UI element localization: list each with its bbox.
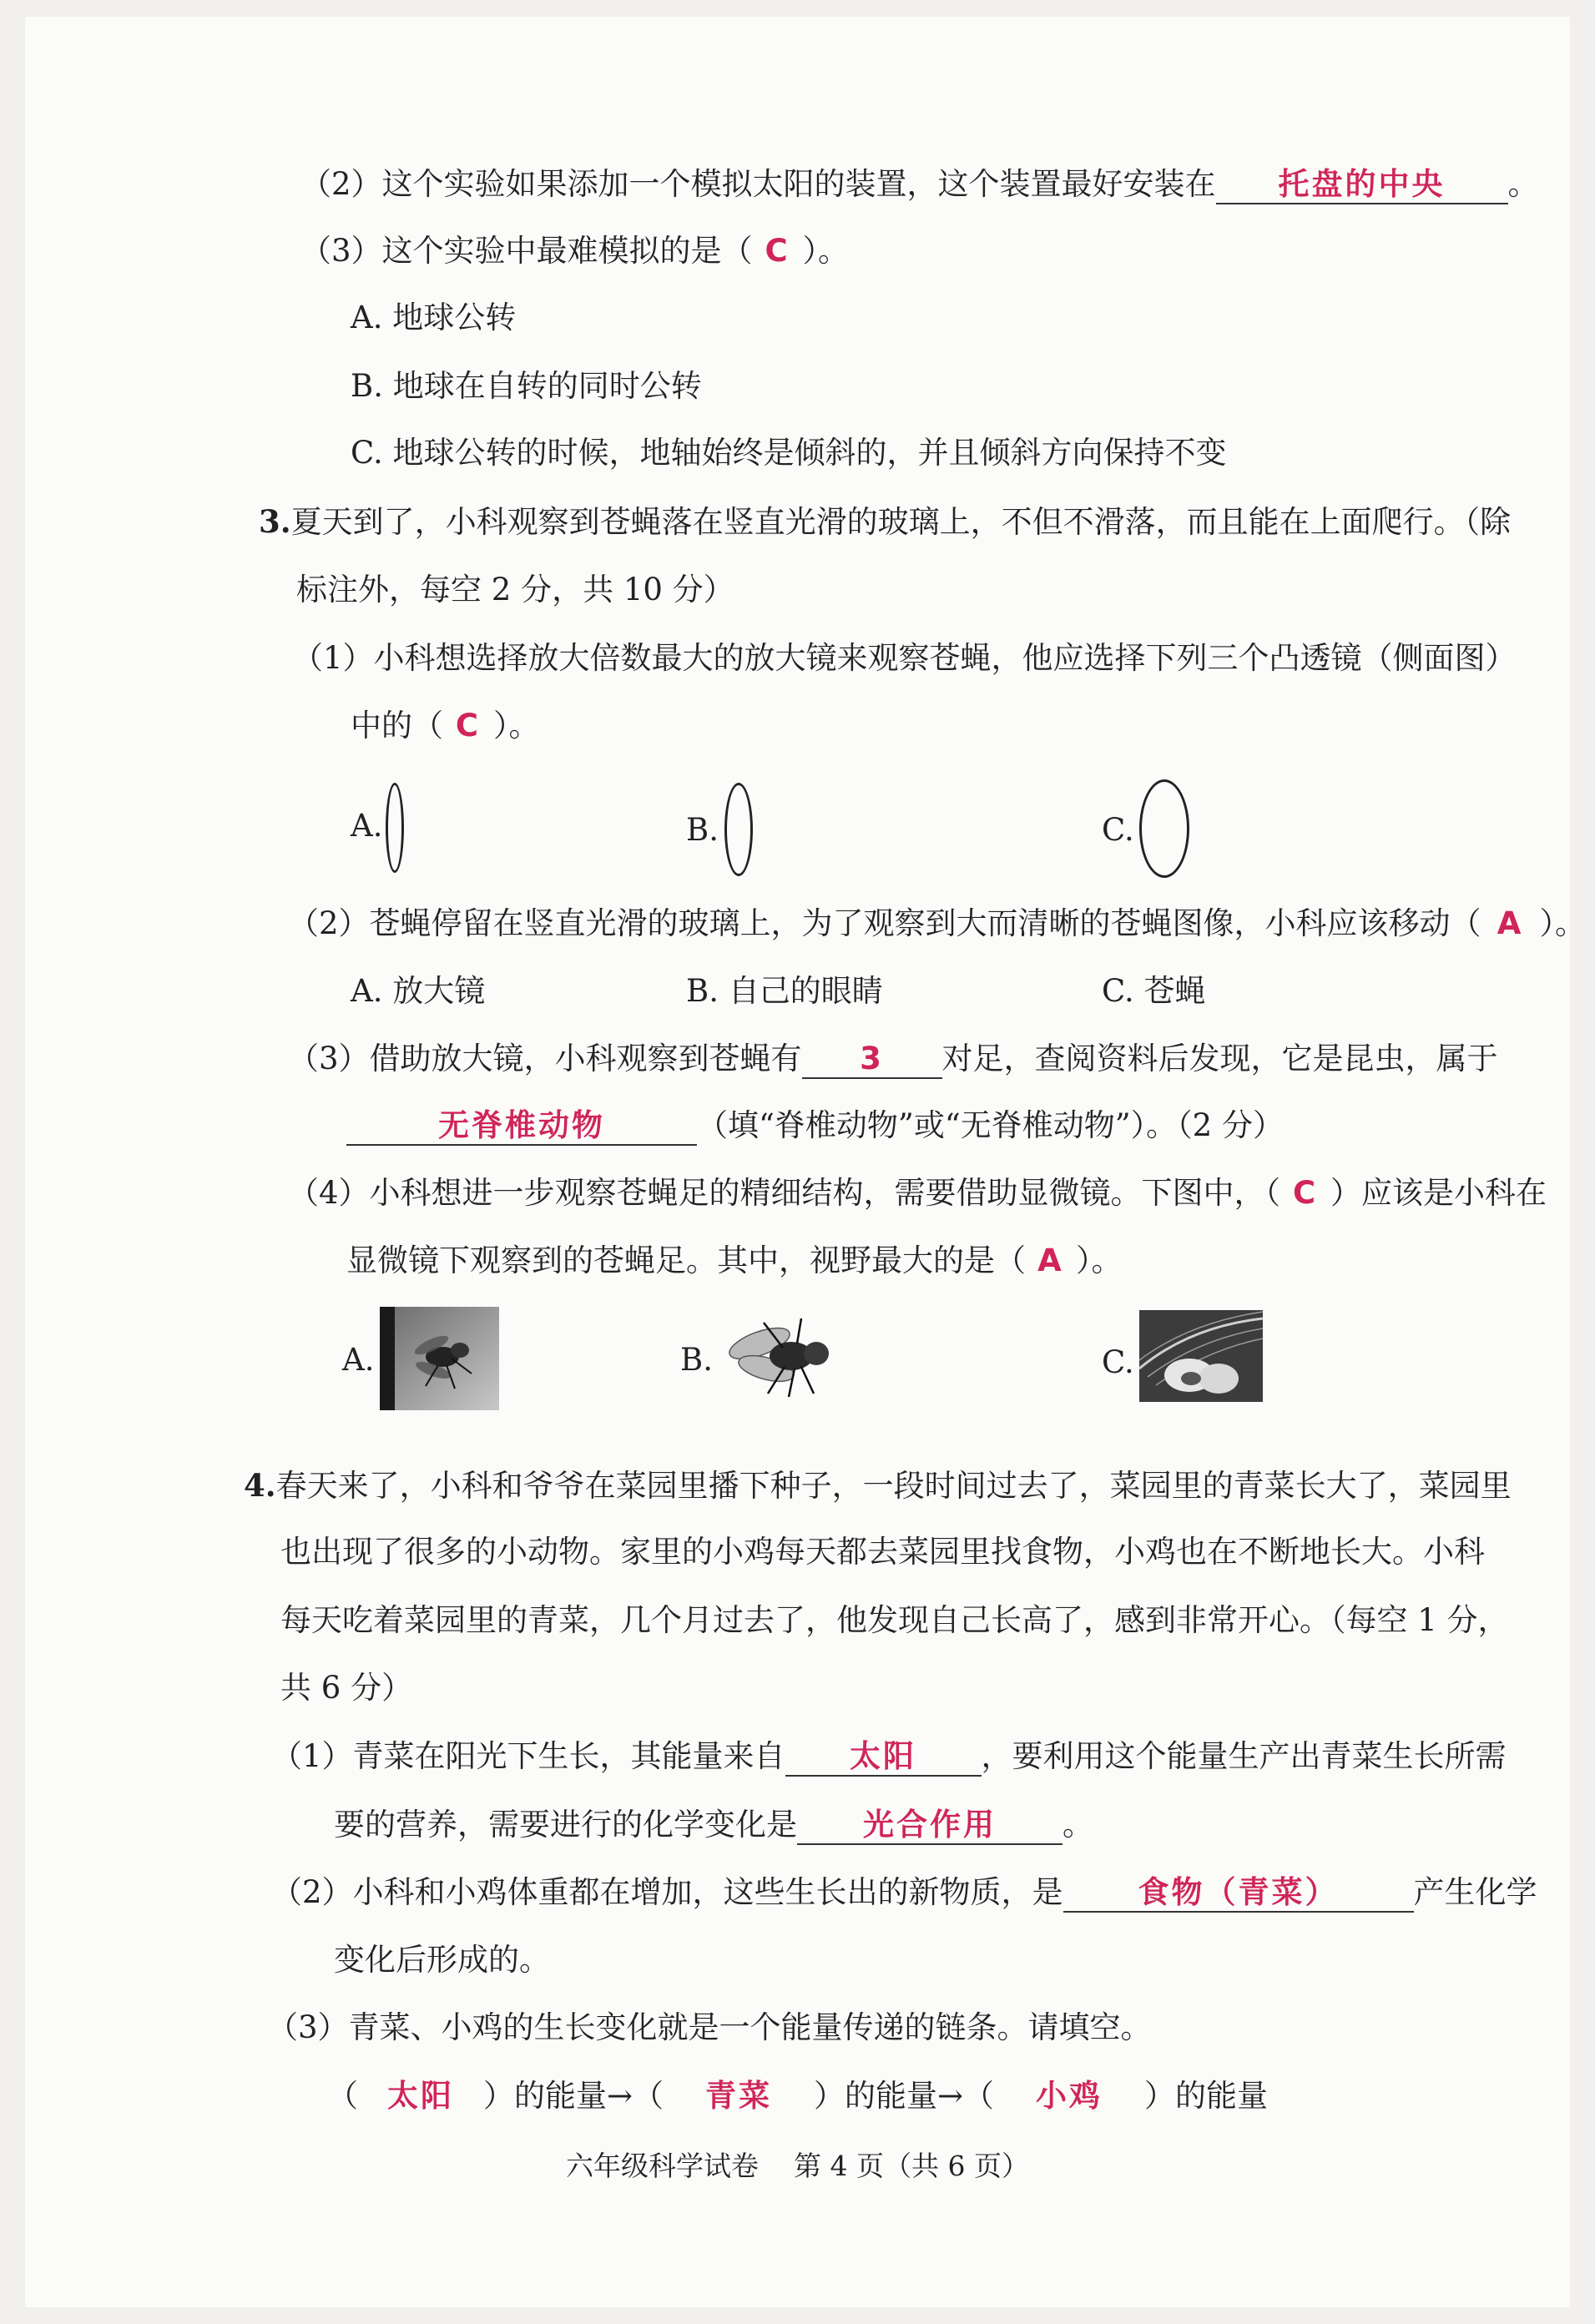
q4-stem-line1 — [244, 1464, 1512, 1507]
q2-sub3-text: （3）这个实验中最难模拟的是（ — [300, 233, 753, 269]
q3-sub3-mid: 对足，查阅资料后发现，它是昆虫，属于 — [941, 1041, 1498, 1076]
q2-sub2 — [300, 164, 1539, 205]
energy-chain — [327, 2075, 1268, 2117]
q3-sub4-answer-field: A — [1037, 1243, 1064, 1278]
q3-sub3-answer-type: 无脊椎动物 — [346, 1107, 697, 1146]
q4-stem-line3: 每天吃着菜园里的青菜，几个月过去了，他发现自己长高了，感到非常开心。（每空 1 分， — [280, 1602, 1509, 1638]
q3-sub2-answer: A — [1497, 905, 1524, 941]
q2-sub3 — [300, 230, 849, 272]
q3-sub3-line2 — [346, 1105, 1284, 1147]
q3-stem-line2: 标注外，每空 2 分，共 10 分） — [296, 572, 734, 607]
q4-sub1-answer-process: 光合作用 — [797, 1807, 1062, 1845]
photo-label-a: A. — [342, 1342, 375, 1378]
q2-sub2-answer: 托盘的中央 — [1216, 166, 1508, 204]
fly-on-glass-photo — [380, 1307, 499, 1410]
q4-stem-line2: 也出现了很多的小动物。家里的小鸡每天都去菜园里找食物，小鸡也在不断地长大。小科 — [280, 1534, 1485, 1570]
q3-sub2-end: ）。 — [1539, 905, 1587, 941]
q3-sub4-text: （4）小科想进一步观察苍蝇足的精细结构，需要借助显微镜。下图中，（ — [288, 1175, 1281, 1211]
q4-sub1-line2 — [334, 1804, 1093, 1846]
q3-sub3-answer-legs: 3 — [802, 1041, 942, 1079]
energy-chain-open: （ — [327, 2078, 358, 2114]
q3-stem-line1 — [259, 501, 1511, 543]
q3-sub1-line1: （1）小科想选择放大倍数最大的放大镜来观察苍蝇，他应选择下列三个凸透镜（侧面图） — [292, 640, 1517, 676]
q2-sub3-answer: C — [765, 233, 790, 269]
energy-chain-seg3: ）的能量 — [1144, 2078, 1269, 2114]
thin-lens-shape — [386, 783, 404, 873]
q4-stem-text: 春天来了，小科和爷爷在菜园里播下种子，一段时间过去了，菜园里的青菜长大了，菜园里 — [275, 1468, 1512, 1504]
q3-sub4-line2 — [346, 1240, 1123, 1282]
page-footer: 六年级科学试卷 第 4 页（共 6 页） — [566, 2150, 1029, 2182]
thick-lens-shape — [1139, 779, 1189, 878]
lens-label-a: A. — [351, 808, 383, 844]
q3-sub1-line2 — [351, 705, 540, 747]
q3-sub3-line1 — [288, 1038, 1498, 1080]
q2-sub2-end: 。 — [1507, 166, 1539, 202]
q4-sub1-end: 。 — [1062, 1807, 1093, 1843]
q4-sub1-mid: ，要利用这个能量生产出青菜生长所需 — [981, 1738, 1507, 1774]
q3-sub1-answer: C — [455, 708, 482, 744]
q3-sub4-mid: ）应该是小科在 — [1330, 1175, 1547, 1211]
q4-sub2-text: （2）小科和小鸡体重都在增加，这些生长出的新物质，是 — [271, 1874, 1063, 1910]
energy-chain-seg2: ）的能量→（ — [814, 2078, 995, 2114]
energy-chain-seg1: ）的能量→（ — [483, 2078, 664, 2114]
medium-lens-shape — [724, 783, 753, 876]
q4-sub2-line2: 变化后形成的。 — [334, 1942, 550, 1978]
q2-option-a: A. 地球公转 — [351, 300, 517, 335]
q4-sub1-text: （1）青菜在阳光下生长，其能量来自 — [271, 1738, 785, 1774]
exam-page — [25, 17, 1570, 2307]
energy-chain-answer-2: 青菜 — [705, 2078, 773, 2114]
q3-sub2-option-b: B. 自己的眼睛 — [686, 973, 883, 1009]
q3-sub1-end: ）。 — [493, 708, 540, 744]
q4-sub3-line1: （3）青菜、小鸡的生长变化就是一个能量传递的链条。请填空。 — [267, 2009, 1152, 2045]
q3-sub1-text: 中的（ — [351, 708, 443, 744]
q3-sub4-answer-image: C — [1292, 1175, 1319, 1211]
q4-sub2-answer: 食物（青菜） — [1063, 1874, 1414, 1913]
fly-magnified-photo — [718, 1310, 843, 1402]
q3-sub3-end: （填“脊椎动物”或“无脊椎动物”）。（2 分） — [697, 1107, 1284, 1143]
q4-number: 4. — [244, 1467, 276, 1504]
lens-label-c: C. — [1102, 812, 1134, 848]
q4-sub1-line1 — [271, 1736, 1507, 1777]
q3-sub3-text: （3）借助放大镜，小科观察到苍蝇有 — [288, 1041, 802, 1076]
q4-sub2-mid: 产生化学 — [1413, 1874, 1537, 1910]
lens-label-b: B. — [686, 812, 719, 848]
q3-sub2 — [288, 903, 1586, 945]
q3-sub4-text2: 显微镜下观察到的苍蝇足。其中，视野最大的是（ — [346, 1243, 1026, 1278]
q2-sub3-end: ）。 — [802, 233, 850, 269]
q2-option-b: B. 地球在自转的同时公转 — [351, 368, 702, 404]
q3-stem-text: 夏天到了，小科观察到苍蝇落在竖直光滑的玻璃上，不但不滑落，而且能在上面爬行。（除 — [290, 504, 1512, 540]
q3-sub4-line1 — [288, 1172, 1547, 1214]
q3-number: 3. — [259, 503, 291, 540]
q3-sub2-option-c: C. 苍蝇 — [1102, 973, 1206, 1009]
q3-sub2-option-a: A. 放大镜 — [351, 973, 486, 1009]
q2-option-c: C. 地球公转的时候，地轴始终是倾斜的，并且倾斜方向保持不变 — [351, 435, 1227, 471]
q4-stem-line4: 共 6 分） — [280, 1670, 413, 1706]
energy-chain-answer-1: 太阳 — [387, 2078, 454, 2114]
photo-label-b: B. — [680, 1342, 713, 1378]
q4-sub1-text2: 要的营养，需要进行的化学变化是 — [334, 1807, 797, 1843]
q3-sub4-end: ）。 — [1076, 1243, 1123, 1278]
photo-label-c: C. — [1102, 1344, 1134, 1380]
energy-chain-answer-3: 小鸡 — [1036, 2078, 1103, 2114]
q3-sub2-text: （2）苍蝇停留在竖直光滑的玻璃上，为了观察到大而清晰的苍蝇图像，小科应该移动（ — [288, 905, 1481, 941]
q2-sub2-text: （2）这个实验如果添加一个模拟太阳的装置，这个装置最好安装在 — [300, 166, 1216, 202]
q4-sub2-line1 — [271, 1872, 1537, 1913]
q4-sub1-answer-source: 太阳 — [785, 1738, 982, 1777]
fly-foot-microscope-photo — [1139, 1310, 1263, 1402]
